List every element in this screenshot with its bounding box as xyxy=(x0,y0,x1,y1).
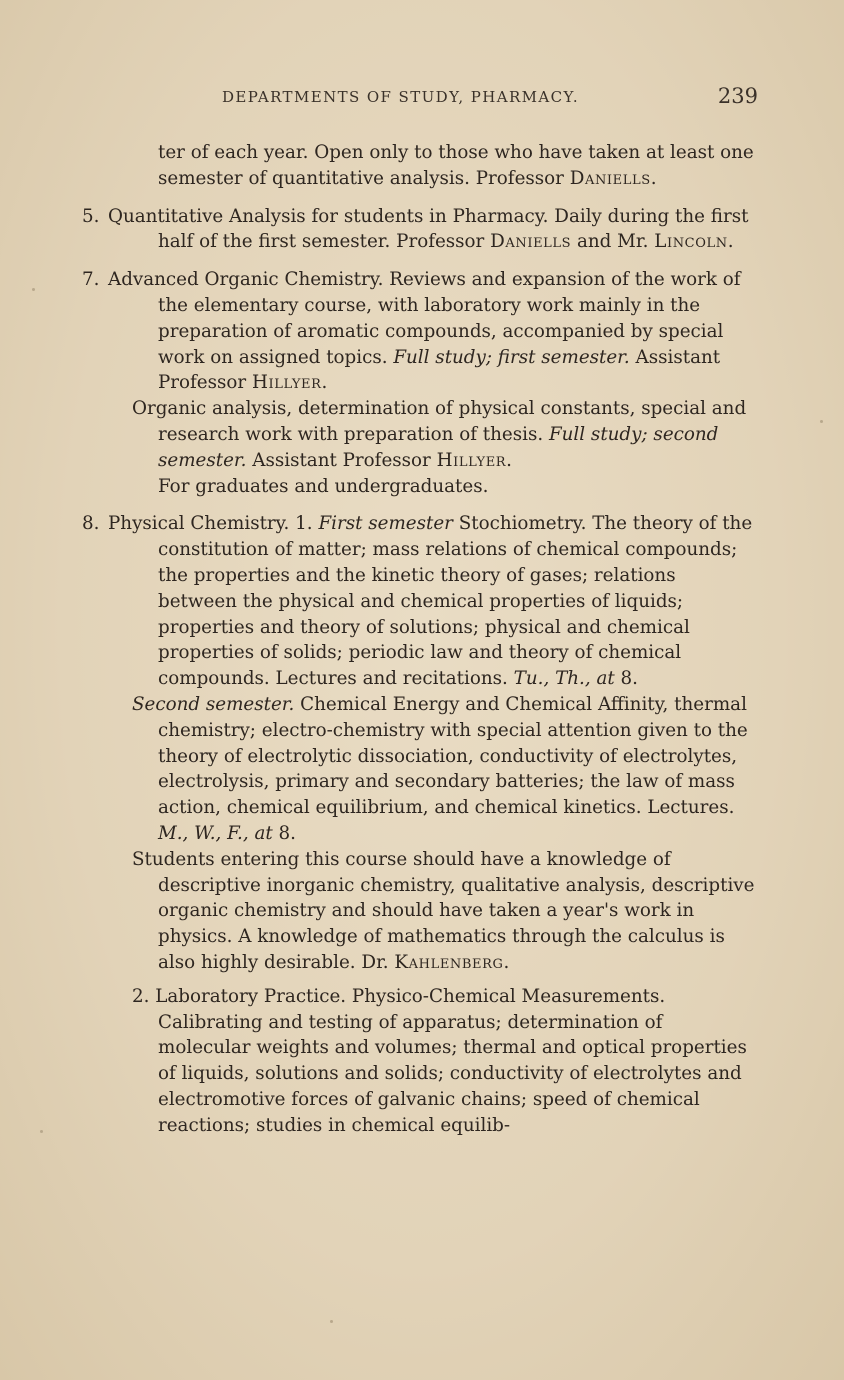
course-entry-7: 7. Advanced Organic Chemistry. Reviews and expansion of the work of the elementary course, with laboratory work mainly in the preparation of aromatic compounds, accompanied by special work on assigned topics. Full study; first semester. Assistant Professor Hillyer. xyxy=(82,269,741,394)
course-8-prerequisites: Students entering this course should have a knowledge of descriptive inorganic chemistry, qualitative analysis, descriptive organic chemistry and should have taken a year's work in physics. A knowledge of mathematics through the calculus is also highly desirable. Dr. Kahlenberg. xyxy=(132,848,755,973)
course-entry-5: 5. Quantitative Analysis for students in Pharmacy. Daily during the first half of the first semester. Professor Daniells and Mr. Lincoln. xyxy=(82,205,749,253)
running-head: DEPARTMENTS OF STUDY, PHARMACY. xyxy=(222,88,580,106)
professor-name: Daniells xyxy=(569,167,651,189)
course-7-note: For graduates and undergraduates. xyxy=(158,475,489,497)
course-number: 7. xyxy=(82,269,100,291)
course-number: 8. xyxy=(82,513,100,535)
page-number: 239 xyxy=(717,84,758,108)
paper-blemish xyxy=(32,288,35,291)
course-number: 5. xyxy=(82,205,100,227)
course-8-second-semester: Second semester. Chemical Energy and Chemical Affinity, thermal chemistry; electro-chemistry with special attention given to the theory of electrolytic dissociation, conductivity of electrolytes, electrolysis, primary and secondary batteries; the law of mass action, chemical equilibrium, and chemical kinetics. Lectures. M., W., F., at 8. xyxy=(132,693,748,844)
course-8-laboratory: 2. Laboratory Practice. Physico-Chemical Measurements. Calibrating and testing of apparatus; determination of molecular weights and volumes; thermal and optical properties of liquids, solutions and solids; conductivity of electrolytes and electromotive forces of galvanic chains; speed of chemical reactions; studies in chemical equilib- xyxy=(132,985,747,1136)
paper-blemish xyxy=(330,1320,333,1323)
instructor-name: Lincoln xyxy=(654,231,728,253)
professor-name: Kahlenberg xyxy=(394,951,504,973)
course-7-second-part: Organic analysis, determination of physical constants, special and research work with preparation of thesis. Full study; second semester. Assistant Professor Hillyer. xyxy=(132,398,747,471)
professor-name: Daniells xyxy=(490,231,572,253)
page-body xyxy=(82,140,760,1138)
course-entry-8: 8. Physical Chemistry. 1. First semester Stochiometry. The theory of the constitution of matter; mass relations of chemical compounds; the properties and the kinetic theory of gases; relations between the physical and chemical properties of liquids; properties and theory of solutions; physical and chemical properties of solids; periodic law and theory of chemical compounds. Lectures and recitations. Tu., Th., at 8. xyxy=(82,513,753,690)
paper-blemish xyxy=(40,1130,43,1133)
course-number: 2. xyxy=(132,985,150,1007)
paper-blemish xyxy=(820,420,823,423)
professor-name: Hillyer xyxy=(251,372,322,394)
professor-name: Hillyer xyxy=(436,449,507,471)
paragraph-continuation: ter of each year. Open only to those who have taken at least one semester of quantitative analysis. Professor Daniells. xyxy=(158,142,754,189)
